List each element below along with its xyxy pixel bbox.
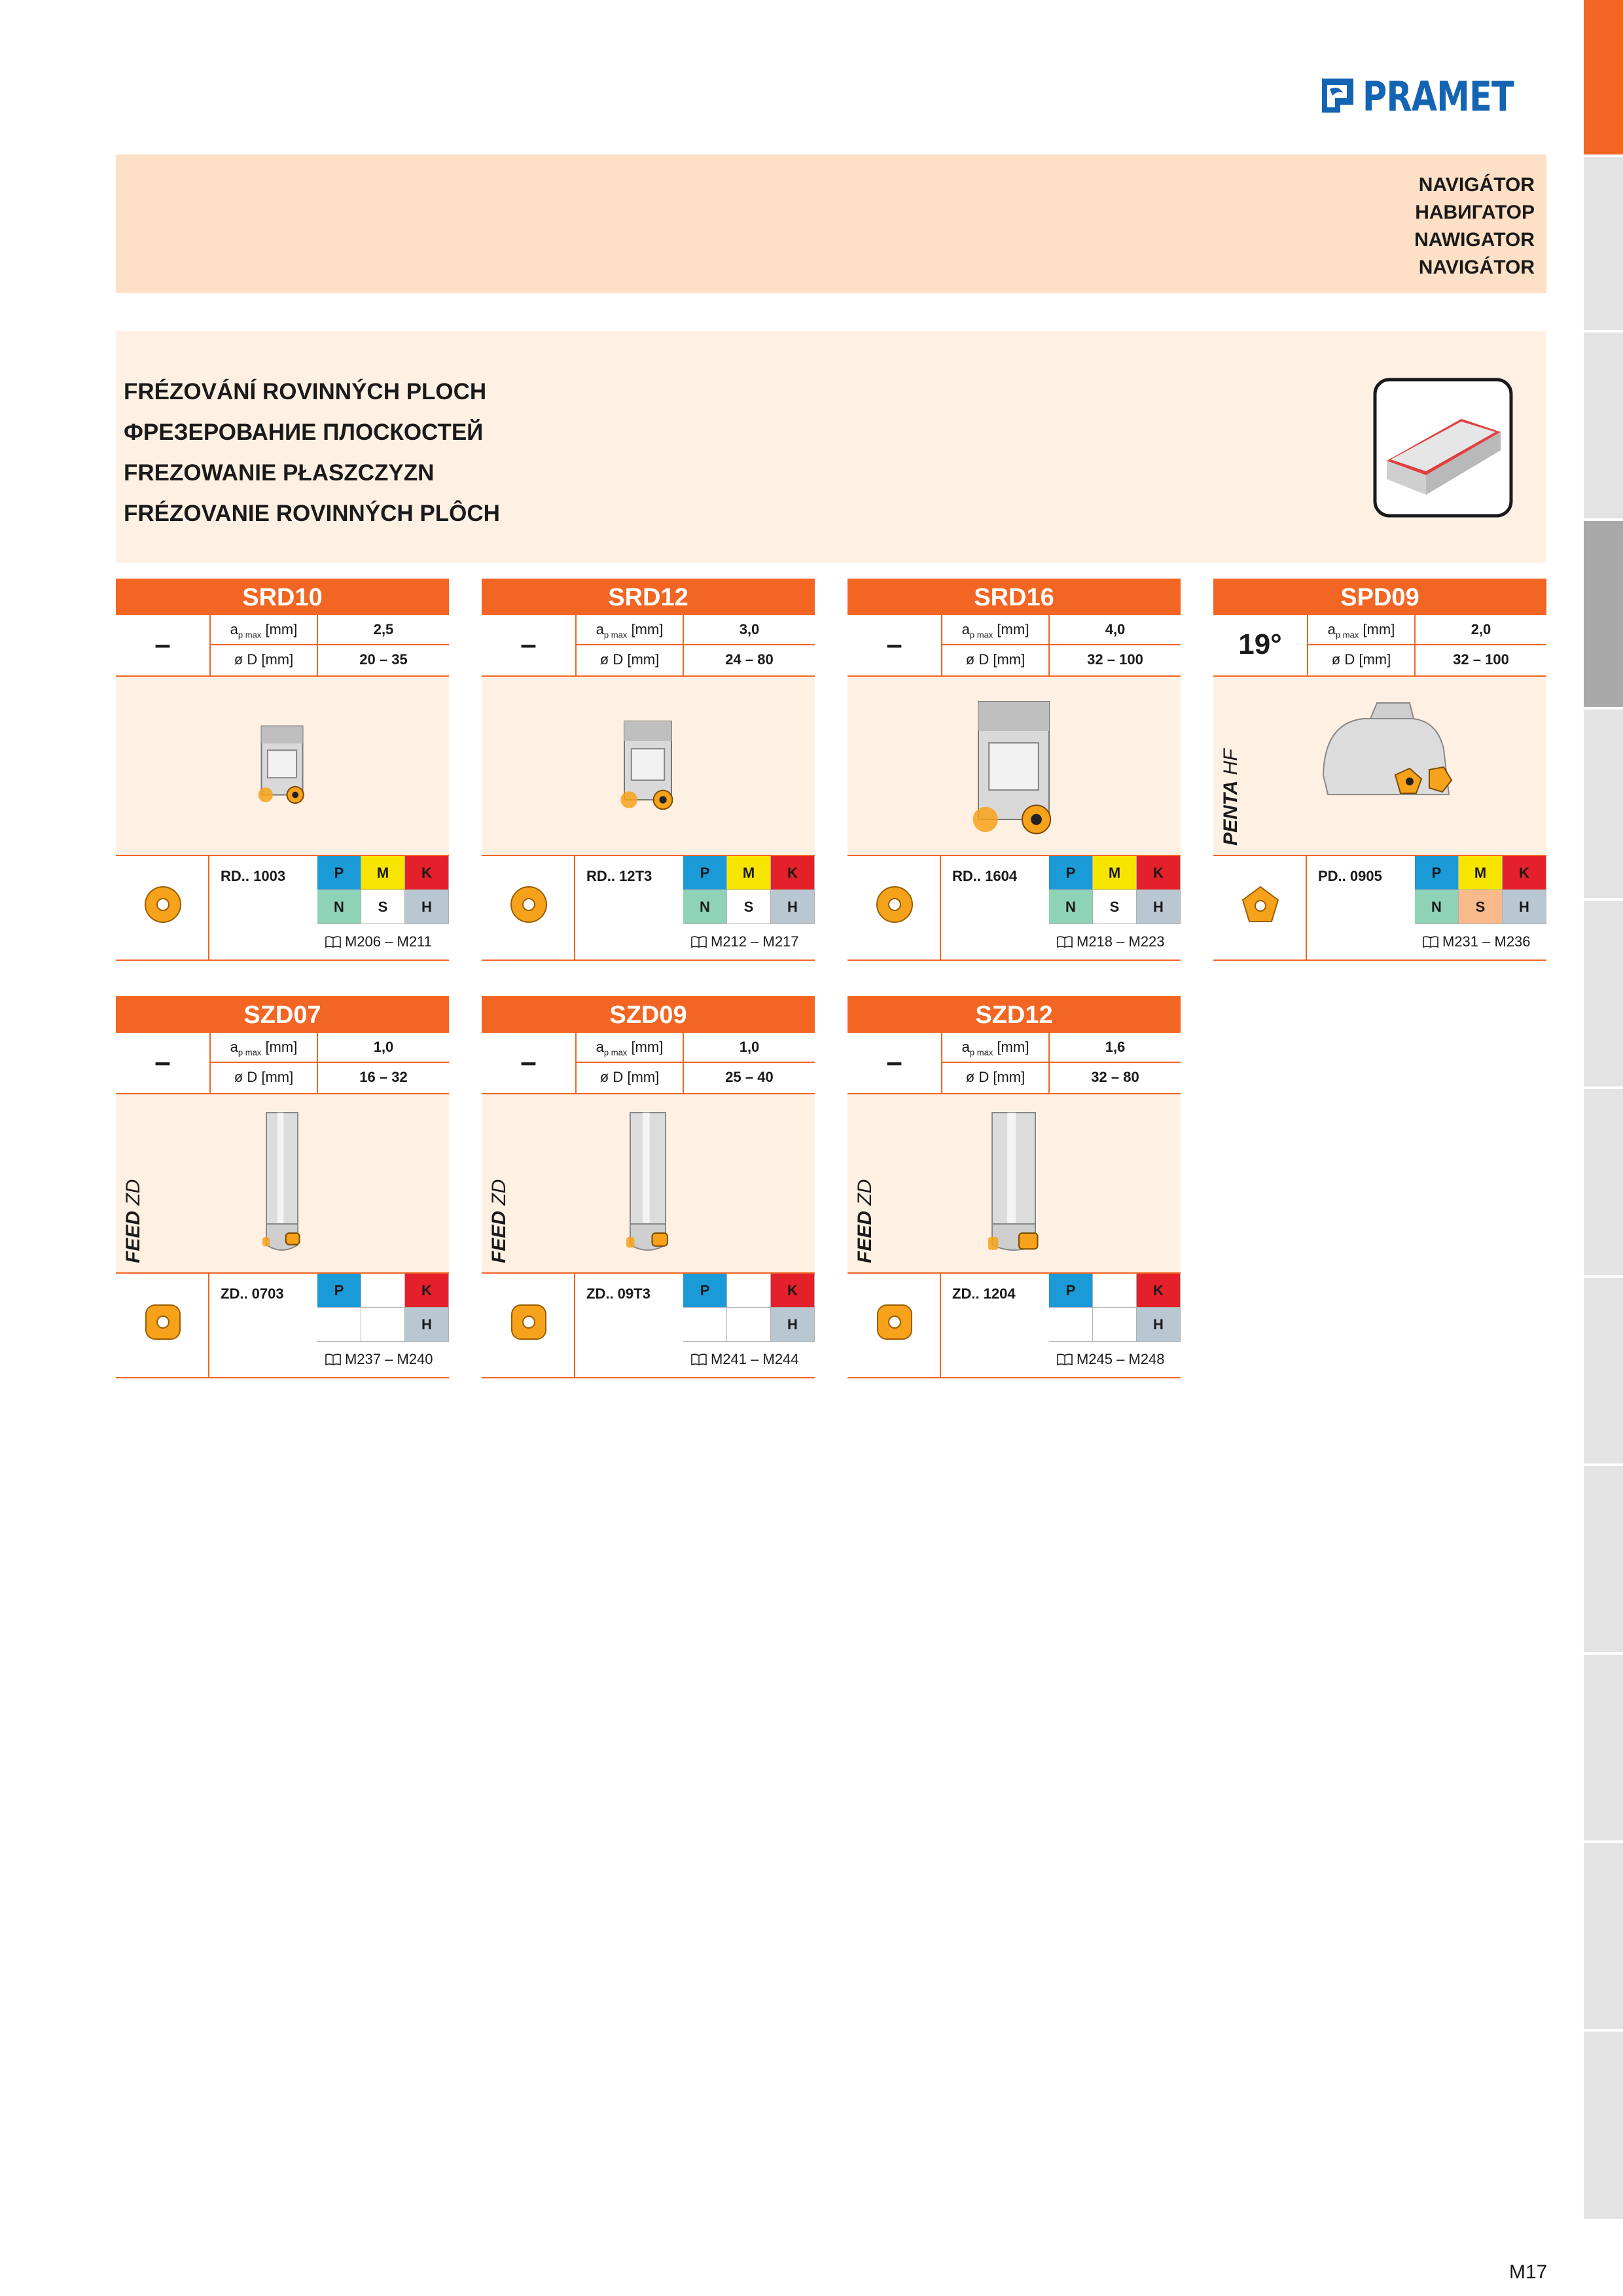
thumb-tab[interactable] xyxy=(1584,2029,1623,2219)
insert-info xyxy=(1213,856,1546,961)
tool-image-area xyxy=(1213,677,1546,856)
pramet-logo-icon xyxy=(1321,76,1357,117)
catalog-page-range: M237 – M240 xyxy=(345,1351,433,1367)
square-insert-icon xyxy=(142,1301,184,1343)
diameter-label: ø D [mm] xyxy=(942,1063,1050,1093)
tool-image-area xyxy=(847,1094,1181,1274)
tool-illustration xyxy=(482,677,815,855)
insert-info xyxy=(482,1274,815,1378)
ap-row xyxy=(209,615,449,645)
material-p: P xyxy=(683,856,727,890)
insert-info xyxy=(116,1274,449,1378)
ap-unit: [mm] xyxy=(265,1039,298,1055)
catalog-reference[interactable] xyxy=(1423,933,1531,950)
insert-shape xyxy=(847,856,941,960)
ap-unit: [mm] xyxy=(997,621,1029,637)
insert-shape xyxy=(116,1274,209,1377)
insert-shape xyxy=(482,856,575,960)
thumb-tab[interactable] xyxy=(1584,0,1623,154)
material-p: P xyxy=(1415,856,1459,890)
ap-label xyxy=(211,615,318,644)
tool-card-szd07 xyxy=(116,996,449,1378)
book-icon xyxy=(1423,936,1438,948)
catalog-page-range: M231 – M236 xyxy=(1442,933,1531,950)
material-empty xyxy=(361,1308,405,1342)
material-n: N xyxy=(1415,890,1459,924)
catalog-reference[interactable] xyxy=(325,933,432,950)
insert-info xyxy=(847,1274,1181,1378)
material-m: M xyxy=(1459,856,1503,890)
diameter-row xyxy=(941,645,1181,675)
tool-params xyxy=(116,1033,449,1094)
ap-row xyxy=(941,615,1181,645)
material-n: N xyxy=(317,890,361,924)
tool-series-bold: FEED xyxy=(854,1210,876,1263)
ap-subscript: p max xyxy=(238,630,262,640)
tool-params xyxy=(1213,615,1546,677)
thumb-tab[interactable] xyxy=(1584,1840,1623,2029)
insert-info xyxy=(116,856,449,961)
diameter-value: 16 – 32 xyxy=(359,1069,408,1085)
thumb-tab[interactable] xyxy=(1584,1086,1623,1275)
navigator-titles xyxy=(1414,171,1535,281)
tool-params xyxy=(482,1033,815,1094)
ap-symbol: a xyxy=(596,621,604,637)
tool-series-light: ZD xyxy=(122,1179,144,1206)
section-header xyxy=(116,331,1546,563)
material-k: K xyxy=(405,1274,449,1308)
ap-label xyxy=(1308,615,1416,644)
diameter-row xyxy=(575,1063,815,1093)
material-k: K xyxy=(771,856,815,890)
tool-series-label xyxy=(851,1126,878,1263)
tool-params xyxy=(847,615,1181,677)
tool-series-label xyxy=(120,1126,146,1263)
material-empty xyxy=(683,1308,727,1342)
material-m: M xyxy=(1093,856,1137,890)
catalog-page-range: M212 – M217 xyxy=(711,933,799,950)
lead-angle: – xyxy=(154,628,171,660)
insert-code: RD.. 12T3 xyxy=(586,868,652,884)
square-insert-icon xyxy=(508,1301,550,1343)
insert-info xyxy=(847,856,1181,961)
lead-angle: – xyxy=(520,628,537,660)
tool-card-srd16 xyxy=(847,579,1181,961)
book-icon xyxy=(1057,936,1073,948)
tool-card-srd10 xyxy=(116,579,449,961)
thumb-tab[interactable] xyxy=(1584,154,1623,330)
section-title-cz: FRÉZOVÁNÍ ROVINNÝCH PLOCH xyxy=(124,379,487,404)
material-s: S xyxy=(1459,890,1503,924)
insert-code: PD.. 0905 xyxy=(1318,868,1382,884)
material-h: H xyxy=(405,1308,449,1342)
book-icon xyxy=(691,1354,707,1365)
diameter-row xyxy=(1307,645,1546,675)
page-number: M17 xyxy=(1509,2261,1548,2283)
diameter-row xyxy=(575,645,815,675)
ap-subscript: p max xyxy=(603,630,628,640)
material-n: N xyxy=(1049,890,1093,924)
ap-symbol: a xyxy=(230,1039,238,1055)
navigator-title-ru: НАВИГАТОР xyxy=(1415,202,1535,223)
square-insert-icon xyxy=(874,1301,916,1343)
lead-angle: – xyxy=(886,1046,902,1078)
material-empty xyxy=(727,1274,771,1308)
catalog-reference[interactable] xyxy=(691,1351,799,1368)
catalog-page-range: M206 – M211 xyxy=(345,933,432,950)
logo-text: PRAMET xyxy=(1363,72,1514,120)
section-title-ru: ФРЕЗЕРОВАНИЕ ПЛОСКОСТЕЙ xyxy=(124,420,484,445)
material-p: P xyxy=(1049,856,1093,890)
ap-value: 1,0 xyxy=(373,1039,394,1055)
diameter-value: 24 – 80 xyxy=(725,651,774,668)
diameter-label: ø D [mm] xyxy=(211,645,318,675)
tool-card-szd12 xyxy=(847,996,1181,1378)
material-p: P xyxy=(683,1274,727,1308)
diameter-value: 32 – 80 xyxy=(1091,1069,1139,1085)
thumb-tab[interactable] xyxy=(1584,1652,1623,1840)
material-empty xyxy=(1093,1308,1137,1342)
catalog-page-range: M245 – M248 xyxy=(1077,1351,1165,1367)
material-m: M xyxy=(361,856,405,890)
tool-card-srd12 xyxy=(482,579,815,961)
catalog-page-range: M218 – M223 xyxy=(1077,933,1165,950)
material-p: P xyxy=(317,1274,361,1308)
ap-unit: [mm] xyxy=(1363,621,1395,637)
ap-value: 1,6 xyxy=(1105,1039,1126,1055)
tool-card-title: SZD12 xyxy=(847,996,1181,1033)
thumb-tab[interactable] xyxy=(1584,330,1623,518)
tool-illustration xyxy=(116,677,449,855)
ap-value: 4,0 xyxy=(1105,621,1126,637)
tool-image-area xyxy=(116,677,449,856)
pentagon-insert-icon xyxy=(1240,884,1281,925)
insert-code: RD.. 1604 xyxy=(952,868,1018,884)
ap-label xyxy=(942,1033,1050,1062)
material-empty xyxy=(317,1308,361,1342)
material-h: H xyxy=(1137,890,1181,924)
tool-series-text xyxy=(855,1126,875,1263)
catalog-reference[interactable] xyxy=(691,933,799,950)
material-p: P xyxy=(1049,1274,1093,1308)
material-s: S xyxy=(727,890,771,924)
tool-image-area xyxy=(116,1094,449,1274)
ap-symbol: a xyxy=(1327,621,1336,637)
tool-series-text xyxy=(124,1126,143,1263)
tool-series-light: ZD xyxy=(488,1179,510,1206)
tool-params xyxy=(482,615,815,677)
tool-illustration xyxy=(1213,677,1546,855)
ap-unit: [mm] xyxy=(265,621,298,637)
tool-card-title: SPD09 xyxy=(1213,579,1546,615)
ap-subscript: p max xyxy=(969,630,993,640)
insert-code: RD.. 1003 xyxy=(221,868,286,884)
ap-symbol: a xyxy=(230,621,238,637)
ap-value: 3,0 xyxy=(739,621,760,637)
tool-illustration xyxy=(116,1094,449,1272)
tool-series-label xyxy=(486,1126,512,1263)
catalog-page-range: M241 – M244 xyxy=(711,1351,799,1367)
tool-illustration xyxy=(847,1094,1181,1272)
book-icon xyxy=(325,936,341,948)
lead-angle: – xyxy=(886,628,902,660)
thumb-tab[interactable] xyxy=(1584,707,1623,898)
material-k: K xyxy=(405,856,449,890)
ap-symbol: a xyxy=(961,1039,970,1055)
tool-series-text xyxy=(490,1126,509,1263)
book-icon xyxy=(691,936,707,948)
tool-series-bold: FEED xyxy=(122,1210,144,1263)
insert-shape xyxy=(116,856,209,960)
diameter-value: 32 – 100 xyxy=(1453,651,1509,668)
navigator-title-sk: NAVIGÁTOR xyxy=(1418,257,1535,278)
section-titles xyxy=(124,372,500,534)
material-k: K xyxy=(771,1274,815,1308)
insert-code: ZD.. 0703 xyxy=(221,1285,284,1302)
material-h: H xyxy=(771,1308,815,1342)
tool-series-bold: PENTA xyxy=(1220,780,1241,846)
tool-card-title: SZD07 xyxy=(116,996,449,1033)
diameter-label: ø D [mm] xyxy=(942,645,1050,675)
tool-illustration xyxy=(482,1094,815,1272)
material-k: K xyxy=(1137,1274,1181,1308)
insert-info xyxy=(482,856,815,961)
tool-series-light: HF xyxy=(1220,749,1241,776)
material-p: P xyxy=(317,856,361,890)
tool-illustration xyxy=(847,677,1181,855)
ap-row xyxy=(941,1033,1181,1063)
material-h: H xyxy=(1137,1308,1181,1342)
lead-angle: – xyxy=(520,1046,537,1078)
thumb-tab[interactable] xyxy=(1584,1275,1623,1463)
tool-image-area xyxy=(482,1094,815,1274)
tool-params xyxy=(116,615,449,677)
tool-series-label xyxy=(1217,708,1243,846)
material-h: H xyxy=(405,890,449,924)
diameter-row xyxy=(941,1063,1181,1093)
section-title-pl: FREZOWANIE PŁASZCZYZN xyxy=(124,460,435,486)
thumb-tab[interactable] xyxy=(1584,1463,1623,1652)
tool-image-area xyxy=(482,677,815,856)
diameter-label: ø D [mm] xyxy=(577,1063,684,1093)
round-insert-icon xyxy=(508,884,550,925)
navigator-title-cz: NAVIGÁTOR xyxy=(1418,174,1535,196)
ap-unit: [mm] xyxy=(631,621,664,637)
ap-label xyxy=(577,615,684,644)
material-empty xyxy=(727,1308,771,1342)
insert-shape xyxy=(847,1274,941,1377)
ap-value: 2,5 xyxy=(373,621,394,637)
tool-series-bold: FEED xyxy=(488,1210,510,1263)
ap-subscript: p max xyxy=(969,1047,993,1058)
ap-symbol: a xyxy=(596,1039,604,1055)
material-s: S xyxy=(1093,890,1137,924)
thumb-tab[interactable] xyxy=(1584,898,1623,1086)
round-insert-icon xyxy=(874,884,916,925)
material-m: M xyxy=(727,856,771,890)
insert-shape xyxy=(1213,856,1307,960)
tool-series-text xyxy=(1221,708,1241,846)
ap-symbol: a xyxy=(961,621,970,637)
lead-angle: – xyxy=(154,1046,171,1078)
tool-card-title: SRD10 xyxy=(116,579,449,615)
ap-label xyxy=(211,1033,318,1062)
catalog-reference[interactable] xyxy=(1057,1351,1165,1368)
thumb-tab[interactable] xyxy=(1584,518,1623,707)
tool-image-area xyxy=(847,677,1181,856)
navigator-header xyxy=(116,154,1546,293)
diameter-value: 32 – 100 xyxy=(1087,651,1143,668)
ap-label xyxy=(942,615,1050,644)
ap-value: 2,0 xyxy=(1471,621,1491,637)
tool-card-title: SZD09 xyxy=(482,996,815,1033)
insert-code: ZD.. 1204 xyxy=(952,1285,1016,1302)
navigator-title-pl: NAWIGATOR xyxy=(1414,229,1535,251)
insert-shape xyxy=(482,1274,575,1377)
ap-row xyxy=(575,1033,815,1063)
diameter-label: ø D [mm] xyxy=(1308,645,1416,675)
catalog-reference[interactable] xyxy=(325,1351,433,1368)
ap-value: 1,0 xyxy=(739,1039,760,1055)
diameter-row xyxy=(209,1063,449,1093)
material-k: K xyxy=(1503,856,1546,890)
ap-subscript: p max xyxy=(603,1047,628,1058)
catalog-reference[interactable] xyxy=(1057,933,1165,950)
insert-code: ZD.. 09T3 xyxy=(586,1285,651,1302)
face-milling-plate-icon xyxy=(1372,377,1514,518)
diameter-row xyxy=(209,645,449,675)
ap-subscript: p max xyxy=(238,1047,262,1058)
tool-params xyxy=(847,1033,1181,1094)
diameter-label: ø D [mm] xyxy=(211,1063,318,1093)
tool-series-light: ZD xyxy=(854,1179,876,1206)
tool-card-title: SRD16 xyxy=(847,579,1181,615)
section-title-sk: FRÉZOVANIE ROVINNÝCH PLÔCH xyxy=(124,501,500,526)
material-n: N xyxy=(683,890,727,924)
material-empty xyxy=(1049,1308,1093,1342)
ap-row xyxy=(1307,615,1546,645)
material-empty xyxy=(1093,1274,1137,1308)
thumb-tab-strip xyxy=(1584,0,1623,2219)
material-h: H xyxy=(771,890,815,924)
tool-card-spd09 xyxy=(1213,579,1546,961)
material-empty xyxy=(361,1274,405,1308)
tool-card-title: SRD12 xyxy=(482,579,815,615)
pramet-logo xyxy=(1321,73,1547,119)
round-insert-icon xyxy=(142,884,184,925)
ap-row xyxy=(209,1033,449,1063)
ap-label xyxy=(577,1033,684,1062)
ap-subscript: p max xyxy=(1335,630,1359,640)
material-h: H xyxy=(1503,890,1546,924)
ap-unit: [mm] xyxy=(997,1039,1029,1055)
ap-unit: [mm] xyxy=(631,1039,664,1055)
diameter-label: ø D [mm] xyxy=(577,645,684,675)
tool-card-szd09 xyxy=(482,996,815,1378)
material-k: K xyxy=(1137,856,1181,890)
material-s: S xyxy=(361,890,405,924)
diameter-value: 20 – 35 xyxy=(359,651,408,668)
ap-row xyxy=(575,615,815,645)
book-icon xyxy=(325,1354,341,1365)
diameter-value: 25 – 40 xyxy=(725,1069,774,1085)
book-icon xyxy=(1057,1354,1073,1365)
lead-angle: 19° xyxy=(1238,628,1282,660)
